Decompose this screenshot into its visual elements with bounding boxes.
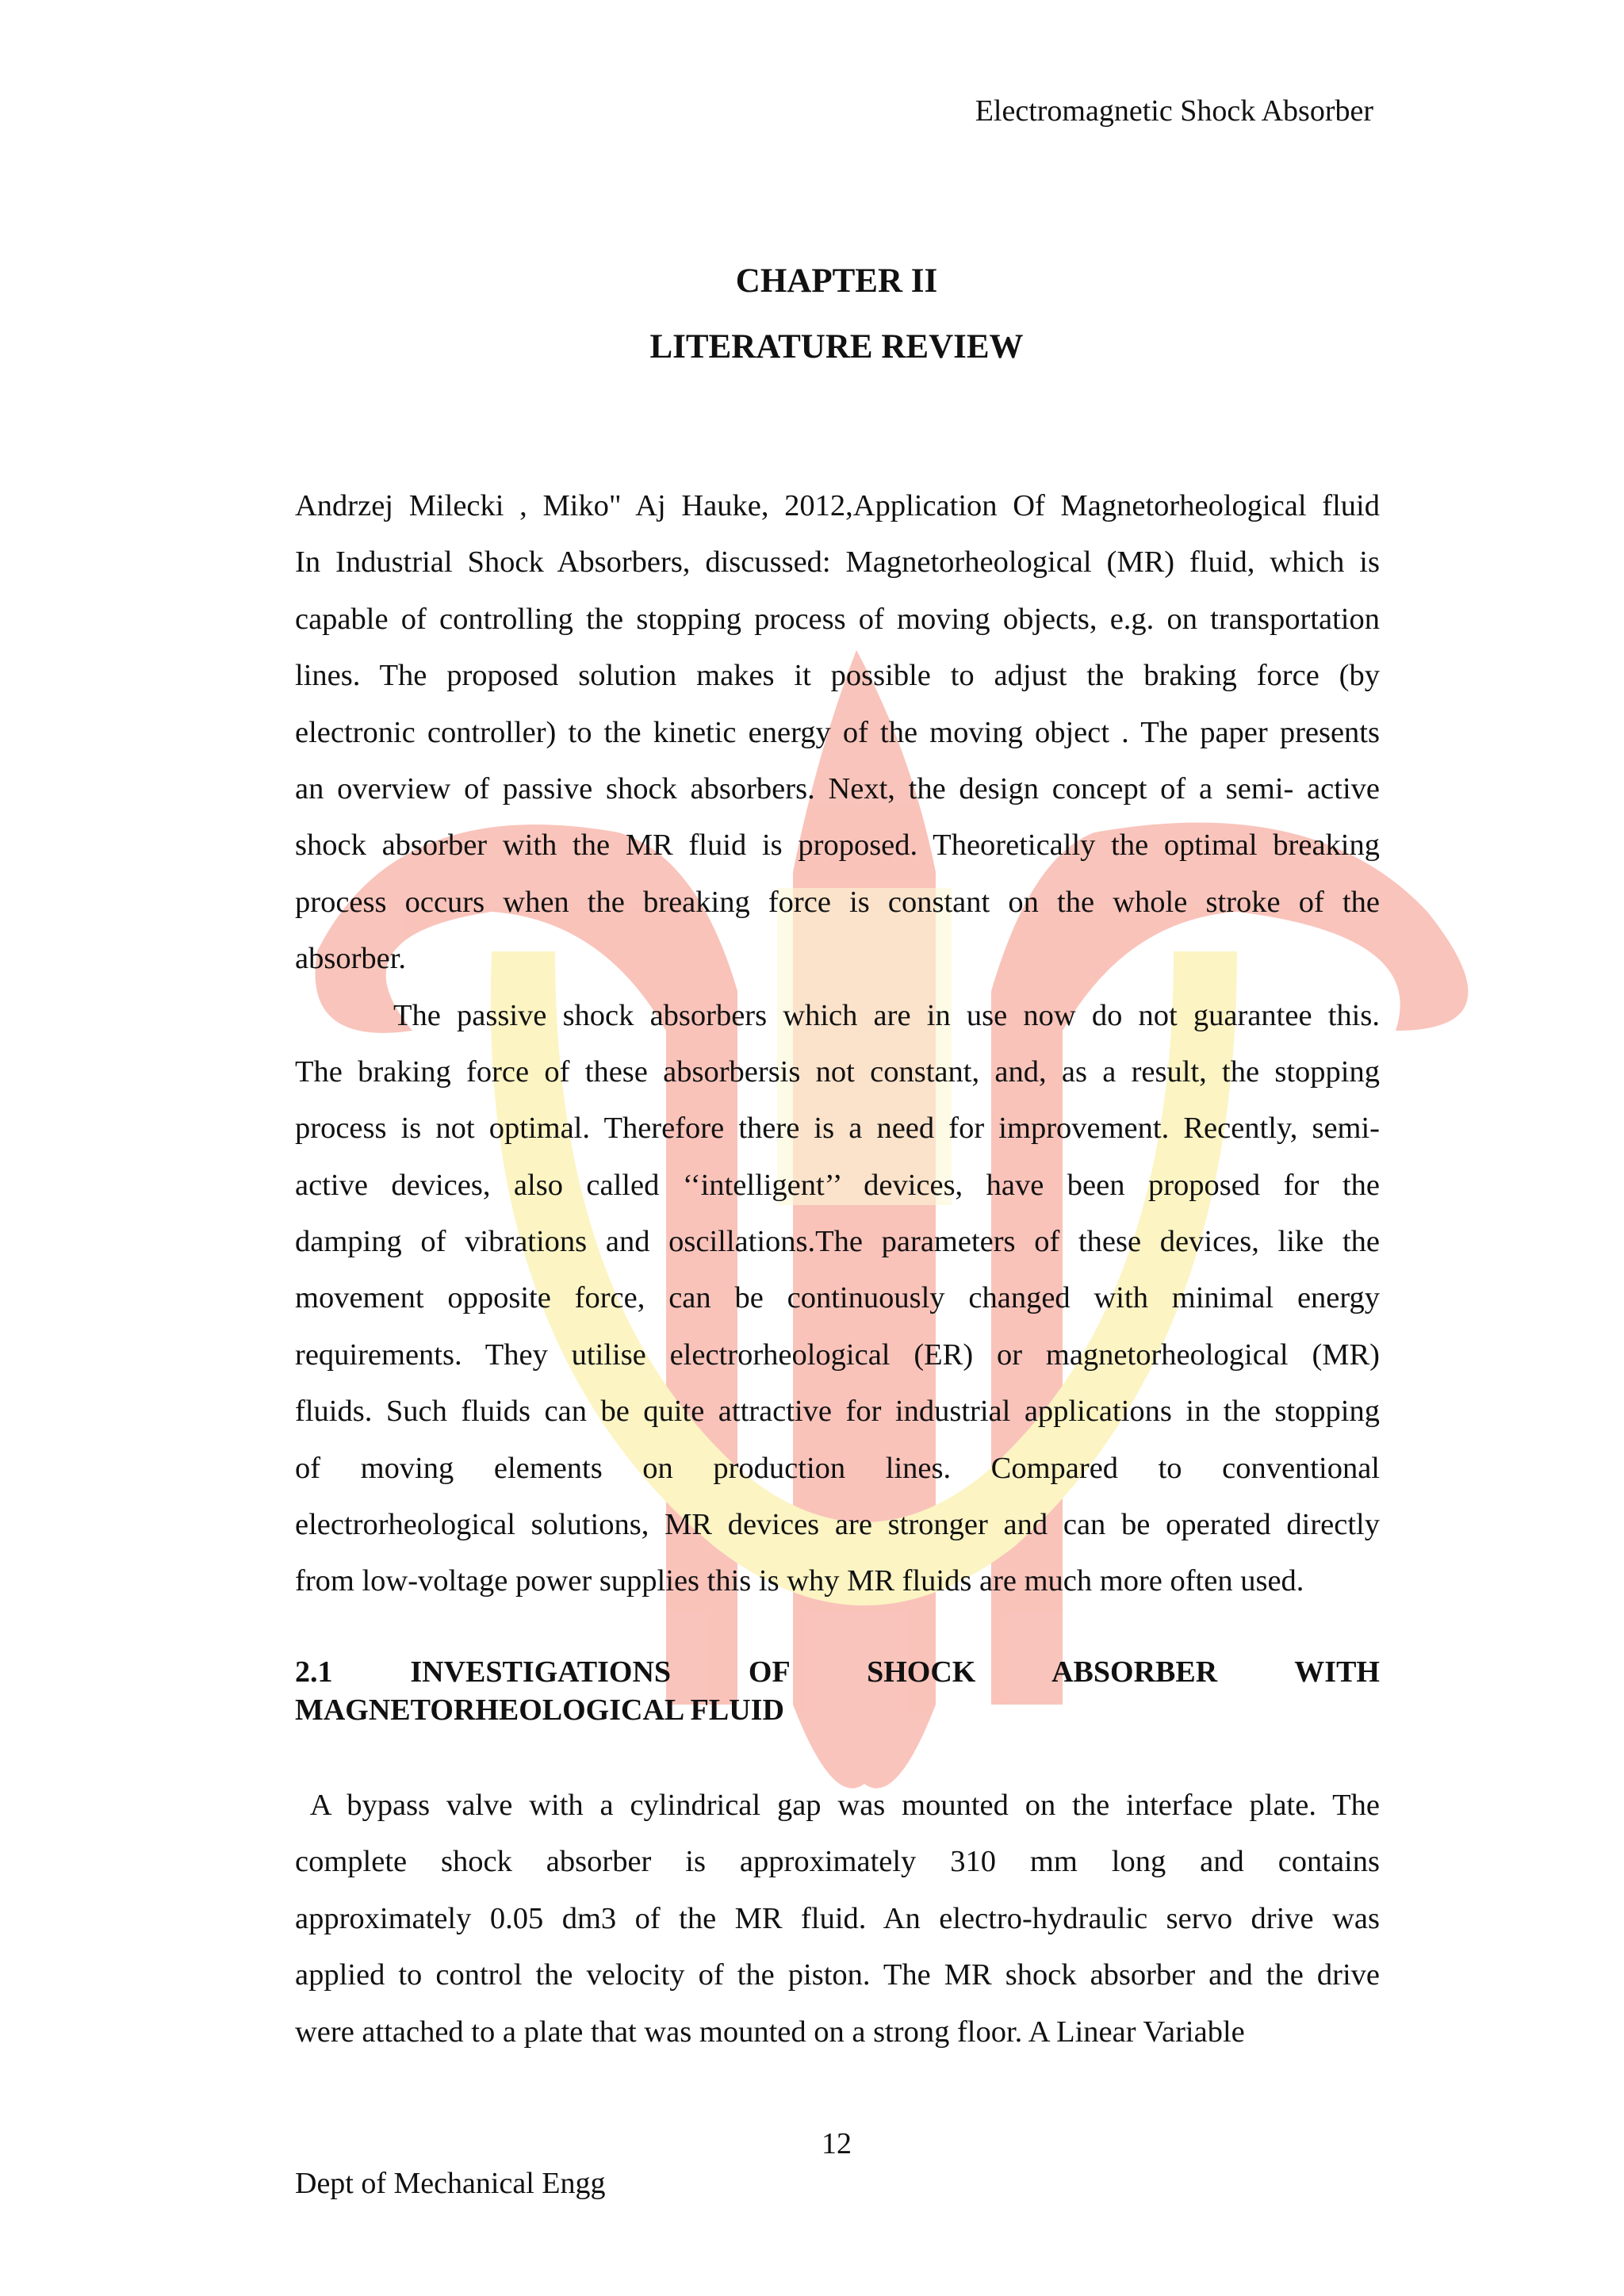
text-line: The braking force of these absorbersis not constant, and, as a result, the stopping [295,1054,1380,1089]
text-line: shock absorber with the MR fluid is proposed. Theoretically the optimal breaking [295,828,1380,863]
text-line: fluids. Such fluids can be quite attractive for industrial applications in the stopping [295,1395,1380,1429]
text-line: damping of vibrations and oscillations.The parameters of these devices, like the [295,1225,1380,1259]
section-heading [295,1653,1380,1729]
section-heading-line-2: MAGNETORHEOLOGICAL FLUID [295,1693,784,1727]
text-line: approximately 0.05 dm3 of the MR fluid. An electro-hydraulic servo drive was [295,1901,1380,1935]
chapter-title: LITERATURE REVIEW [649,328,1024,365]
text-line: A bypass valve with a cylindrical gap was mounted on the interface plate. The [295,1789,1380,1822]
text-line: of moving elements on production lines. Compared to conventional [295,1451,1380,1485]
text-line: an overview of passive shock absorbers. Next, the design concept of a semi- active [295,771,1380,806]
chapter-number: CHAPTER II [735,262,938,300]
paragraph-1 [295,478,1380,1610]
text-line: were attached to a plate that was mounted on a strong floor. A Linear Variable [295,2015,1245,2049]
text-line: requirements. They utilise electrorheological (ER) or magnetorheological (MR) [295,1337,1380,1372]
text-line: The passive shock absorbers which are in use now do not guarantee this. [393,998,1380,1032]
text-line: absorber. [295,942,407,976]
page-number: 12 [822,2127,852,2160]
text-line: Andrzej Milecki , Miko" Aj Hauke, 2012,Application Of Magnetorheological fluid [295,489,1380,522]
text-line: complete shock absorber is approximately 310 mm long and contains [295,1845,1380,1879]
text-line: In Industrial Shock Absorbers, discussed: Magnetorheological (MR) fluid, which is [295,545,1380,580]
footer-department: Dept of Mechanical Engg [295,2167,606,2200]
text-line: from low-voltage power supplies this is why MR fluids are much more often used. [295,1564,1304,1598]
text-line: capable of controlling the stopping process of moving objects, e.g. on transportation [295,602,1380,636]
text-line: active devices, also called ‘‘intelligent’’ devices, have been proposed for the [295,1168,1380,1202]
text-line: electronic controller) to the kinetic energy of the moving object . The paper presents [295,715,1380,749]
paragraph-3 [295,1777,1380,2061]
text-line: lines. The proposed solution makes it possible to adjust the braking force (by [295,659,1380,693]
section-heading-line-1: 2.1 INVESTIGATIONS OF SHOCK ABSORBER WITH [295,1655,1380,1689]
text-line: applied to control the velocity of the piston. The MR shock absorber and the drive [295,1958,1380,1992]
text-line: process occurs when the breaking force is constant on the whole stroke of the [295,885,1380,919]
running-header: Electromagnetic Shock Absorber [975,94,1373,128]
text-line: electrorheological solutions, MR devices are stronger and can be operated directly [295,1508,1380,1542]
text-line: movement opposite force, can be continuously changed with minimal energy [295,1281,1380,1315]
text-line: process is not optimal. Therefore there is a need for improvement. Recently, semi- [295,1112,1380,1146]
